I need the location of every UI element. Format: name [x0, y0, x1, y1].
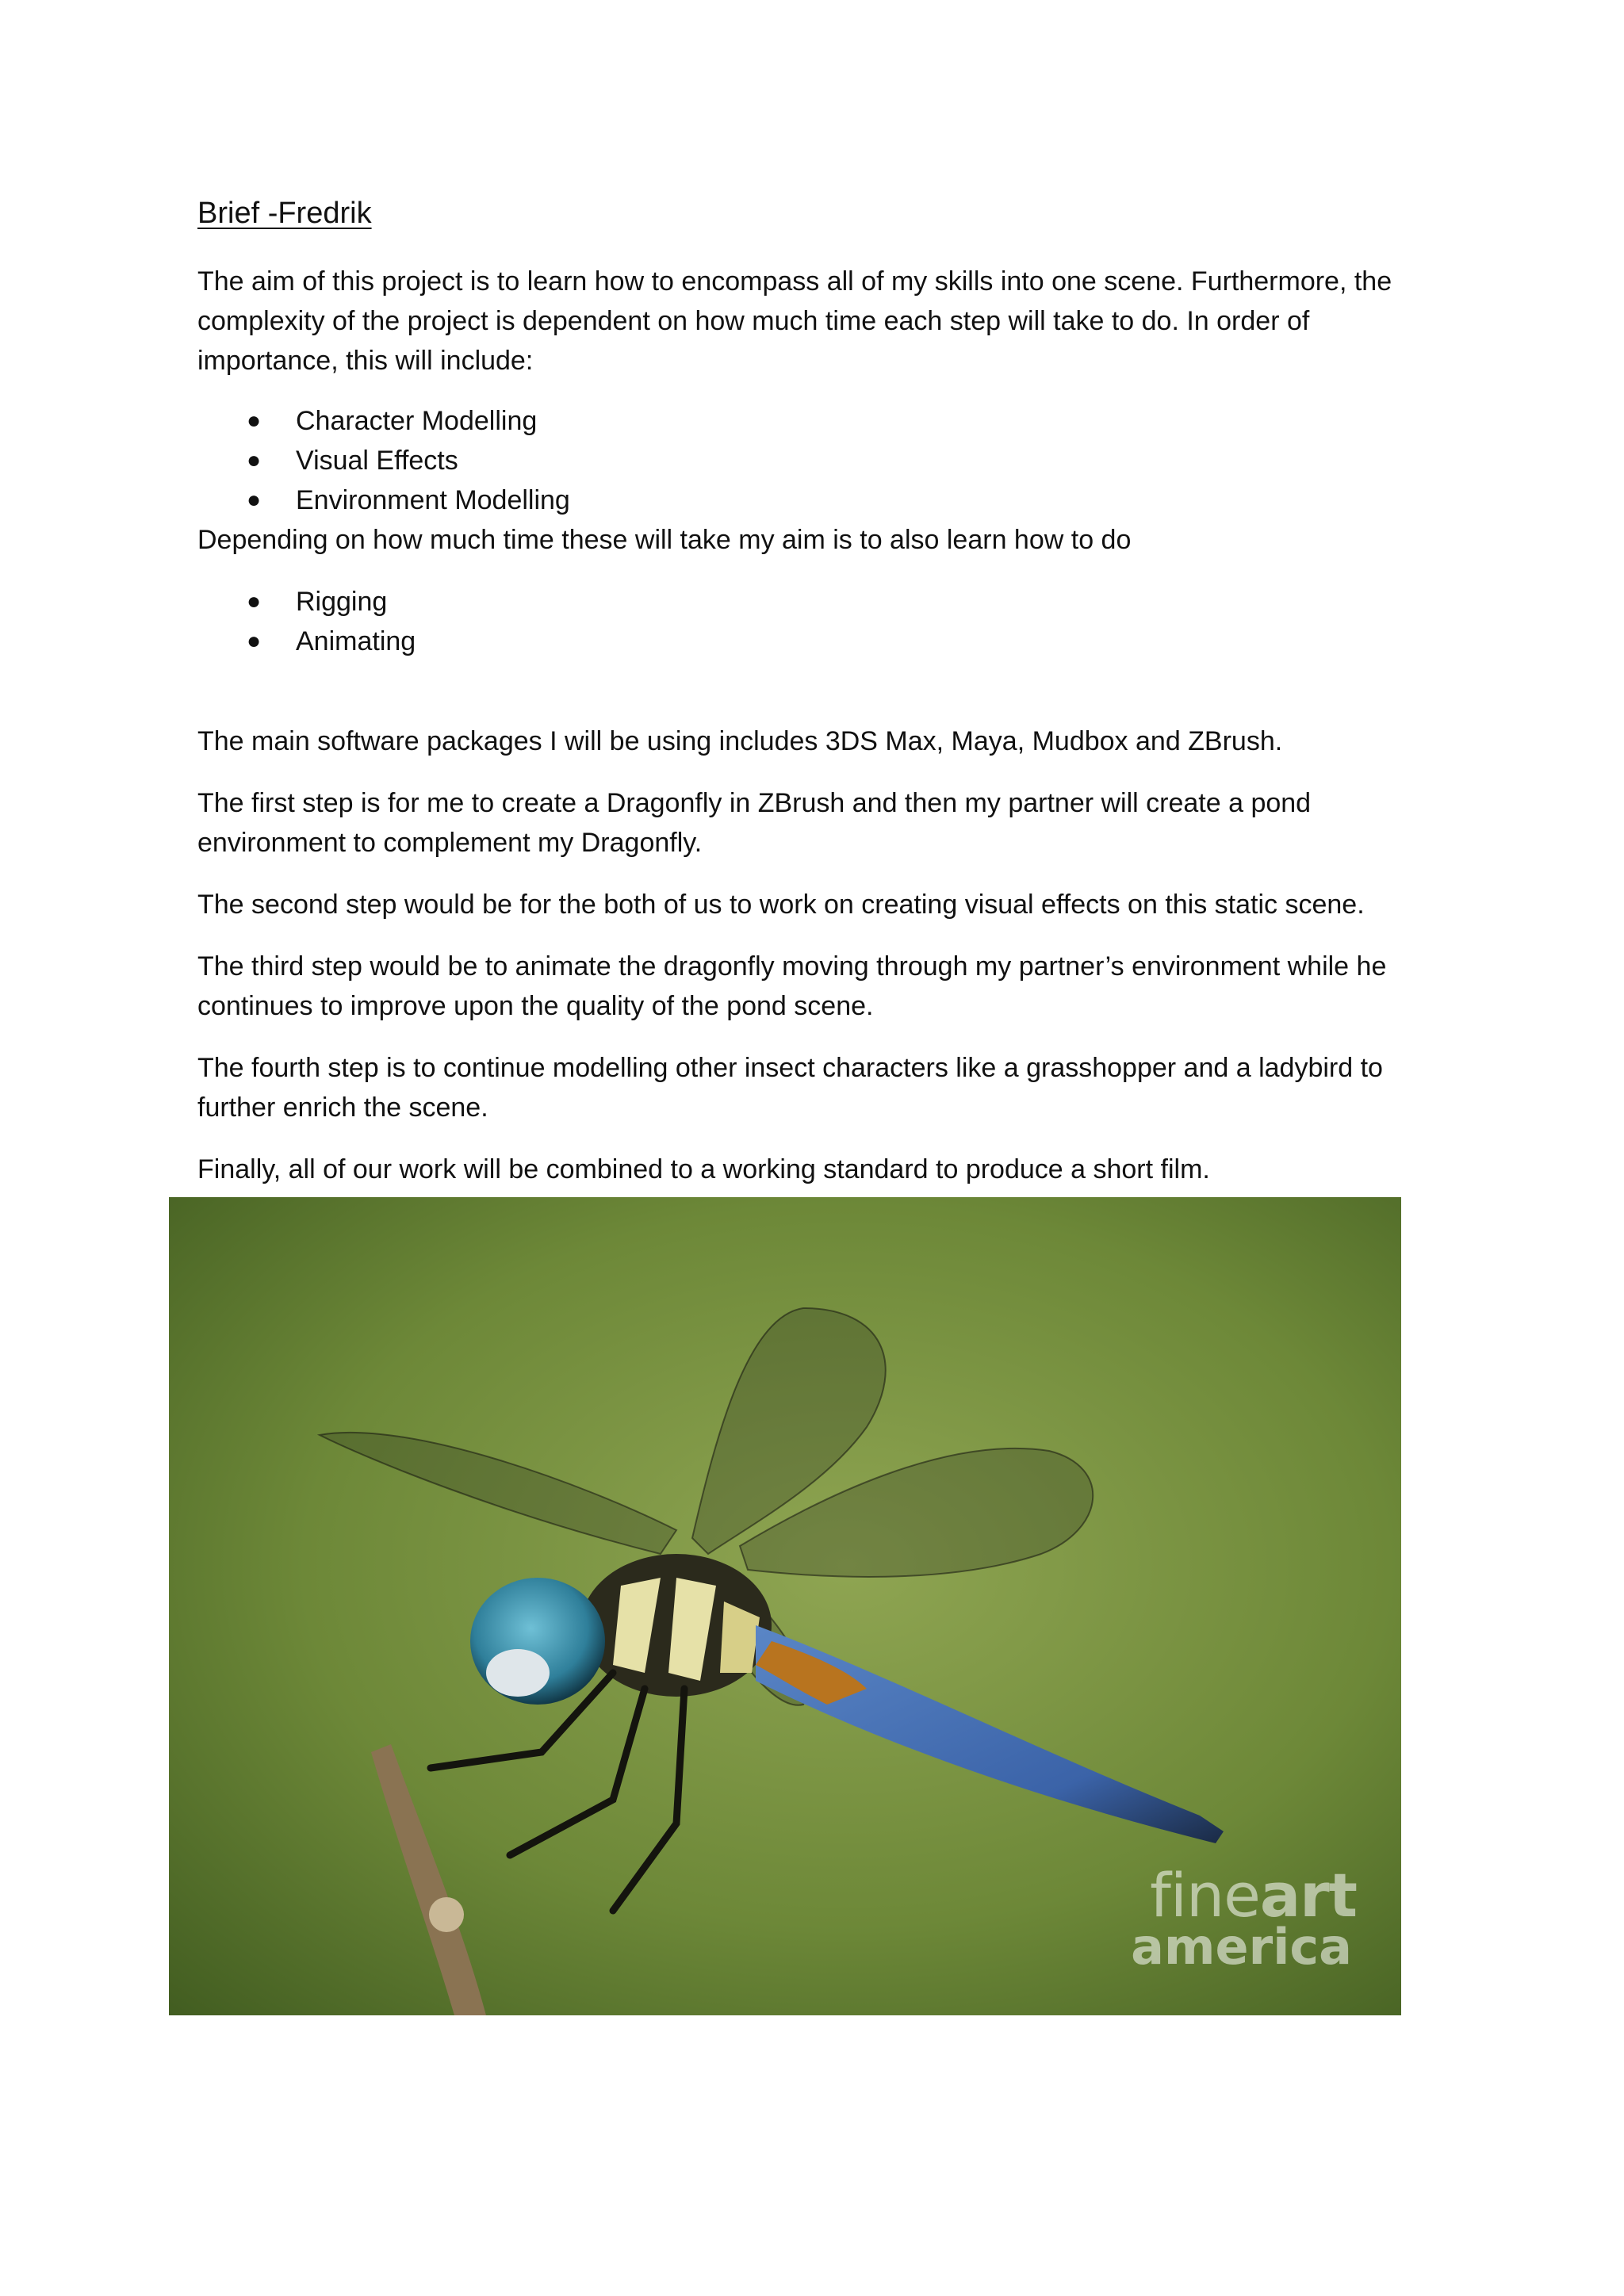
body-paragraph: The second step would be for the both of us to work on creating visual effects on this static scene.: [197, 890, 1365, 920]
bullet-icon: ●: [247, 588, 262, 614]
bullet-icon: ●: [247, 408, 262, 434]
body-paragraph: The first step is for me to create a Dragonfly in ZBrush and then my partner will create a pond environment to complement my Dragonfly.: [197, 788, 1312, 858]
watermark: fineart america: [1131, 1859, 1357, 1976]
bullet-icon: ●: [247, 628, 262, 654]
body-paragraph: Finally, all of our work will be combined to a working standard to produce a short film.: [197, 1154, 1210, 1184]
body-paragraph: The third step would be to animate the dragonfly moving through my partner’s environment while he continues to improve upon the quality of the pond scene.: [197, 951, 1387, 1021]
secondary-intro: Depending on how much time these will take my aim is to also learn how to do: [197, 525, 1132, 555]
list-item: ● Character Modelling: [197, 401, 1434, 441]
secondary-list: [197, 582, 1434, 661]
dragonfly-photo: [169, 1197, 1401, 2015]
list-item: ● Environment Modelling: [197, 480, 1434, 520]
document-title: Brief -Fredrik: [197, 197, 372, 230]
intro-section: [197, 262, 1434, 381]
primary-list: [197, 401, 1434, 520]
list-item: ● Visual Effects: [197, 441, 1434, 480]
body-paragraph: The main software packages I will be using includes 3DS Max, Maya, Mudbox and ZBrush.: [197, 726, 1283, 756]
list-item: ● Rigging: [197, 582, 1434, 622]
intro-paragraph: The aim of this project is to learn how to encompass all of my skills into one scene. Furthermore, the complexity of the project is dependent on how much time each step will take to do. In order of importance, this will include:: [197, 266, 1392, 376]
bullet-icon: ●: [247, 447, 262, 473]
bullet-icon: ●: [247, 487, 262, 513]
list-item: ● Animating: [197, 622, 1434, 661]
body-paragraph: The fourth step is to continue modelling other insect characters like a grasshopper and a ladybird to further enrich the scene.: [197, 1053, 1383, 1123]
